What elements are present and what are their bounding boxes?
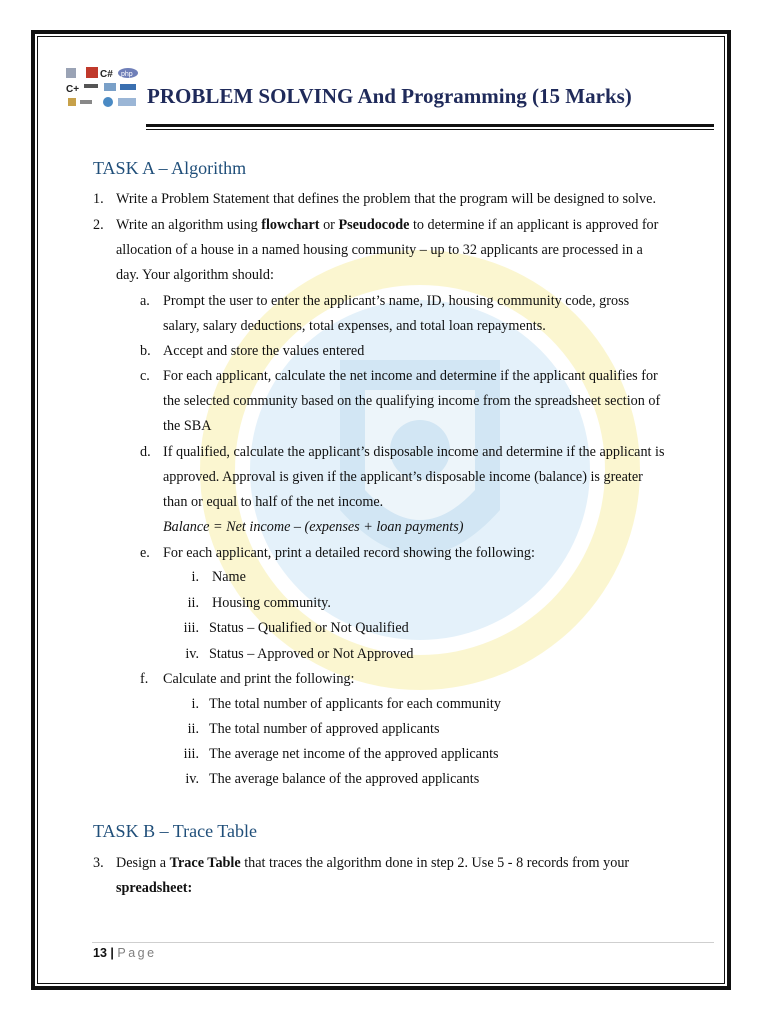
sub-e-item-4-text: Status – Approved or Not Approved [209, 646, 414, 662]
code-icon [86, 67, 98, 78]
sub-e-line-1: For each applicant, print a detailed record showing the following: [163, 545, 535, 561]
sub-f-label: f. [140, 671, 149, 687]
csharp-logo-text: C# [100, 69, 113, 80]
php-logo-text: php [121, 71, 133, 78]
sub-c-line-1: For each applicant, calculate the net income and determine if the applicant qualifies for [163, 368, 658, 384]
task-a-heading: TASK A – Algorithm [93, 158, 247, 178]
programming-languages-logo [64, 66, 140, 112]
item-2-line-2: allocation of a house in a named housing community – up to 32 applicants are processed in a [116, 242, 643, 258]
sub-e-item-2-number: ii. [187, 595, 199, 611]
flowchart-term: flowchart [261, 217, 320, 233]
footer-rule [92, 942, 714, 943]
sub-b-label: b. [140, 343, 151, 359]
sub-d-line-3: than or equal to half of the net income. [163, 494, 384, 510]
sub-d-line-2: approved. Approval is given if the applicant’s disposable income (balance) is greater [163, 469, 643, 485]
tool-icon [84, 84, 98, 88]
sub-f-item-1-number: i. [191, 696, 199, 712]
sub-a-label: a. [140, 293, 150, 309]
sub-d-line-1: If qualified, calculate the applicant’s disposable income and determine if the applicant is [163, 444, 665, 460]
misc-icon-2 [80, 100, 92, 104]
sub-a-line-1: Prompt the user to enter the applicant’s name, ID, housing community code, gross [163, 293, 630, 309]
sub-f-item-3-number: iii. [183, 746, 199, 762]
task-b-heading: TASK B – Trace Table [93, 821, 257, 841]
spreadsheet-term: spreadsheet: [116, 880, 193, 896]
item-2-line-3: day. Your algorithm should: [116, 267, 274, 283]
item-3-text-c: that traces the algorithm done in step 2. Use 5 - 8 records from your [240, 855, 630, 871]
page-footer [93, 946, 157, 960]
pseudocode-term: Pseudocode [338, 217, 410, 233]
item-2-line-1 [116, 216, 658, 234]
item-2-text-e: to determine if an applicant is approved for [409, 217, 659, 233]
sub-e-item-4-number: iv. [185, 646, 199, 662]
balance-formula: Balance = Net income – (expenses + loan payments) [163, 519, 464, 535]
item-1-number: 1. [93, 191, 104, 207]
sub-c-line-3: the SBA [163, 418, 212, 434]
title-rule-thick [146, 124, 714, 127]
item-1-text: Write a Problem Statement that defines the problem that the program will be designed to solve. [116, 191, 656, 207]
title-rule-thin [146, 129, 714, 130]
trace-table-term: Trace Table [169, 855, 241, 871]
page-number: 13 [93, 946, 107, 960]
footer-separator: | [110, 946, 114, 960]
sub-c-line-2: the selected community based on the qualifying income from the spreadsheet section of [163, 393, 661, 409]
sub-d-label: d. [140, 444, 151, 460]
sub-e-label: e. [140, 545, 150, 561]
item-2-text-c: or [319, 217, 339, 233]
item-3-number: 3. [93, 855, 104, 871]
item-2-text-a: Write an algorithm using [116, 217, 262, 233]
python-icon [104, 83, 116, 91]
sub-e-item-3-number: iii. [183, 620, 199, 636]
misc-icon-1 [68, 98, 76, 106]
item-3-line-2 [116, 879, 192, 897]
sub-e-item-3-text: Status – Qualified or Not Qualified [209, 620, 409, 636]
sub-e-item-1-text: Name [212, 569, 246, 585]
sub-f-item-2-number: ii. [187, 721, 199, 737]
sub-f-item-1-text: The total number of applicants for each community [209, 696, 501, 712]
sub-f-item-4-number: iv. [185, 771, 199, 787]
item-2-number: 2. [93, 217, 104, 233]
item-3-text-a: Design a [116, 855, 170, 871]
sub-e-item-1-number: i. [191, 569, 199, 585]
sub-f-item-3-text: The average net income of the approved applicants [209, 746, 499, 762]
java-icon [66, 68, 76, 78]
page-title: PROBLEM SOLVING And Programming (15 Marks) [147, 84, 632, 108]
sub-f-item-2-text: The total number of approved applicants [209, 721, 440, 737]
item-3-line-1 [116, 854, 629, 872]
page-label: Page [117, 946, 157, 960]
sub-b-line-1: Accept and store the values entered [163, 343, 365, 359]
sub-e-item-2-text: Housing community. [212, 595, 331, 611]
cpp-logo-text: C+ [66, 84, 80, 95]
misc-icon-4 [118, 98, 136, 106]
basic-icon [120, 84, 136, 90]
sub-a-line-2: salary, salary deductions, total expenses, and total loan repayments. [163, 318, 546, 334]
misc-icon-3 [103, 97, 113, 107]
sub-f-item-4-text: The average balance of the approved applicants [209, 771, 480, 787]
sub-f-line-1: Calculate and print the following: [163, 671, 355, 687]
sub-c-label: c. [140, 368, 150, 384]
